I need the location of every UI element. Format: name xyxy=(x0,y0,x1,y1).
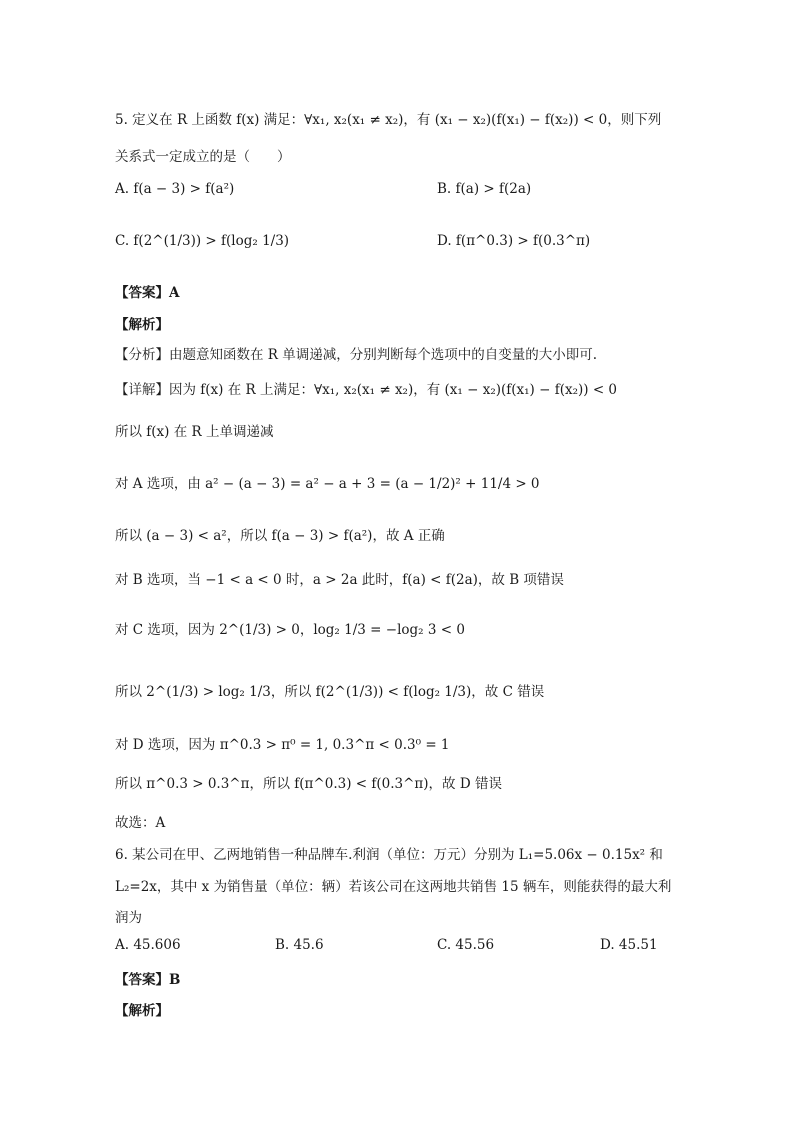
q5-stem-line-1: 5. 定义在 R 上函数 f(x) 满足：∀x₁, x₂(x₁ ≠ x₂)，有 (x₁ − x₂)(f(x₁) − f(x₂)) < 0，则下列 xyxy=(115,112,662,128)
q5-answer: 【答案】A xyxy=(115,285,180,301)
q5-step-1: 所以 f(x) 在 R 上单调递减 xyxy=(115,424,274,440)
q6-option-b: B. 45.6 xyxy=(275,937,324,953)
q5-option-c: C. f(2^(1/3)) > f(log₂ 1/3) xyxy=(115,233,290,249)
q5-stem-line-2: 关系式一定成立的是（ ） xyxy=(115,149,291,165)
q5-step-6: 所以 2^(1/3) > log₂ 1/3，所以 f(2^(1/3)) < f(log₂ 1/3)，故 C 错误 xyxy=(115,684,545,700)
q6-analysis-heading: 【解析】 xyxy=(115,1003,169,1019)
q6-option-d: D. 45.51 xyxy=(600,937,658,953)
q5-step-5: 对 C 选项，因为 2^(1/3) > 0，log₂ 1/3 = −log₂ 3 < 0 xyxy=(115,622,465,638)
q5-step-3: 所以 (a − 3) < a²，所以 f(a − 3) > f(a²)，故 A 正确 xyxy=(115,528,445,544)
q5-option-b: B. f(a) > f(2a) xyxy=(437,181,532,197)
q6-stem-line-2: L₂=2x，其中 x 为销售量（单位：辆）若该公司在这两地共销售 15 辆车，则能获得的最大利 xyxy=(115,879,672,895)
q5-xiangjie: 【详解】因为 f(x) 在 R 上满足：∀x₁, x₂(x₁ ≠ x₂)，有 (x₁ − x₂)(f(x₁) − f(x₂)) < 0 xyxy=(115,382,618,398)
q5-conclusion: 故选：A xyxy=(115,815,166,831)
q6-answer: 【答案】B xyxy=(115,972,181,988)
q5-fenxi: 【分析】由题意知函数在 R 单调递减，分别判断每个选项中的自变量的大小即可. xyxy=(115,347,598,363)
q6-stem-line-1: 6. 某公司在甲、乙两地销售一种品牌车.利润（单位：万元）分别为 L₁=5.06x − 0.15x² 和 xyxy=(115,847,663,863)
q6-stem-line-3: 润为 xyxy=(115,910,142,926)
q6-option-a: A. 45.606 xyxy=(115,937,181,953)
q5-analysis-heading: 【解析】 xyxy=(115,317,169,333)
q5-step-4: 对 B 选项，当 −1 < a < 0 时，a > 2a 此时，f(a) < f(2a)，故 B 项错误 xyxy=(115,572,564,588)
q6-option-c: C. 45.56 xyxy=(437,937,495,953)
q5-step-7: 对 D 选项，因为 π^0.3 > π⁰ = 1, 0.3^π < 0.3⁰ = 1 xyxy=(115,737,450,753)
q5-option-d: D. f(π^0.3) > f(0.3^π) xyxy=(437,233,591,249)
q5-step-8: 所以 π^0.3 > 0.3^π，所以 f(π^0.3) < f(0.3^π)，故 D 错误 xyxy=(115,776,502,792)
q5-option-a: A. f(a − 3) > f(a²) xyxy=(115,181,235,197)
q5-step-2: 对 A 选项，由 a² − (a − 3) = a² − a + 3 = (a − 1/2)² + 11/4 > 0 xyxy=(115,476,540,492)
